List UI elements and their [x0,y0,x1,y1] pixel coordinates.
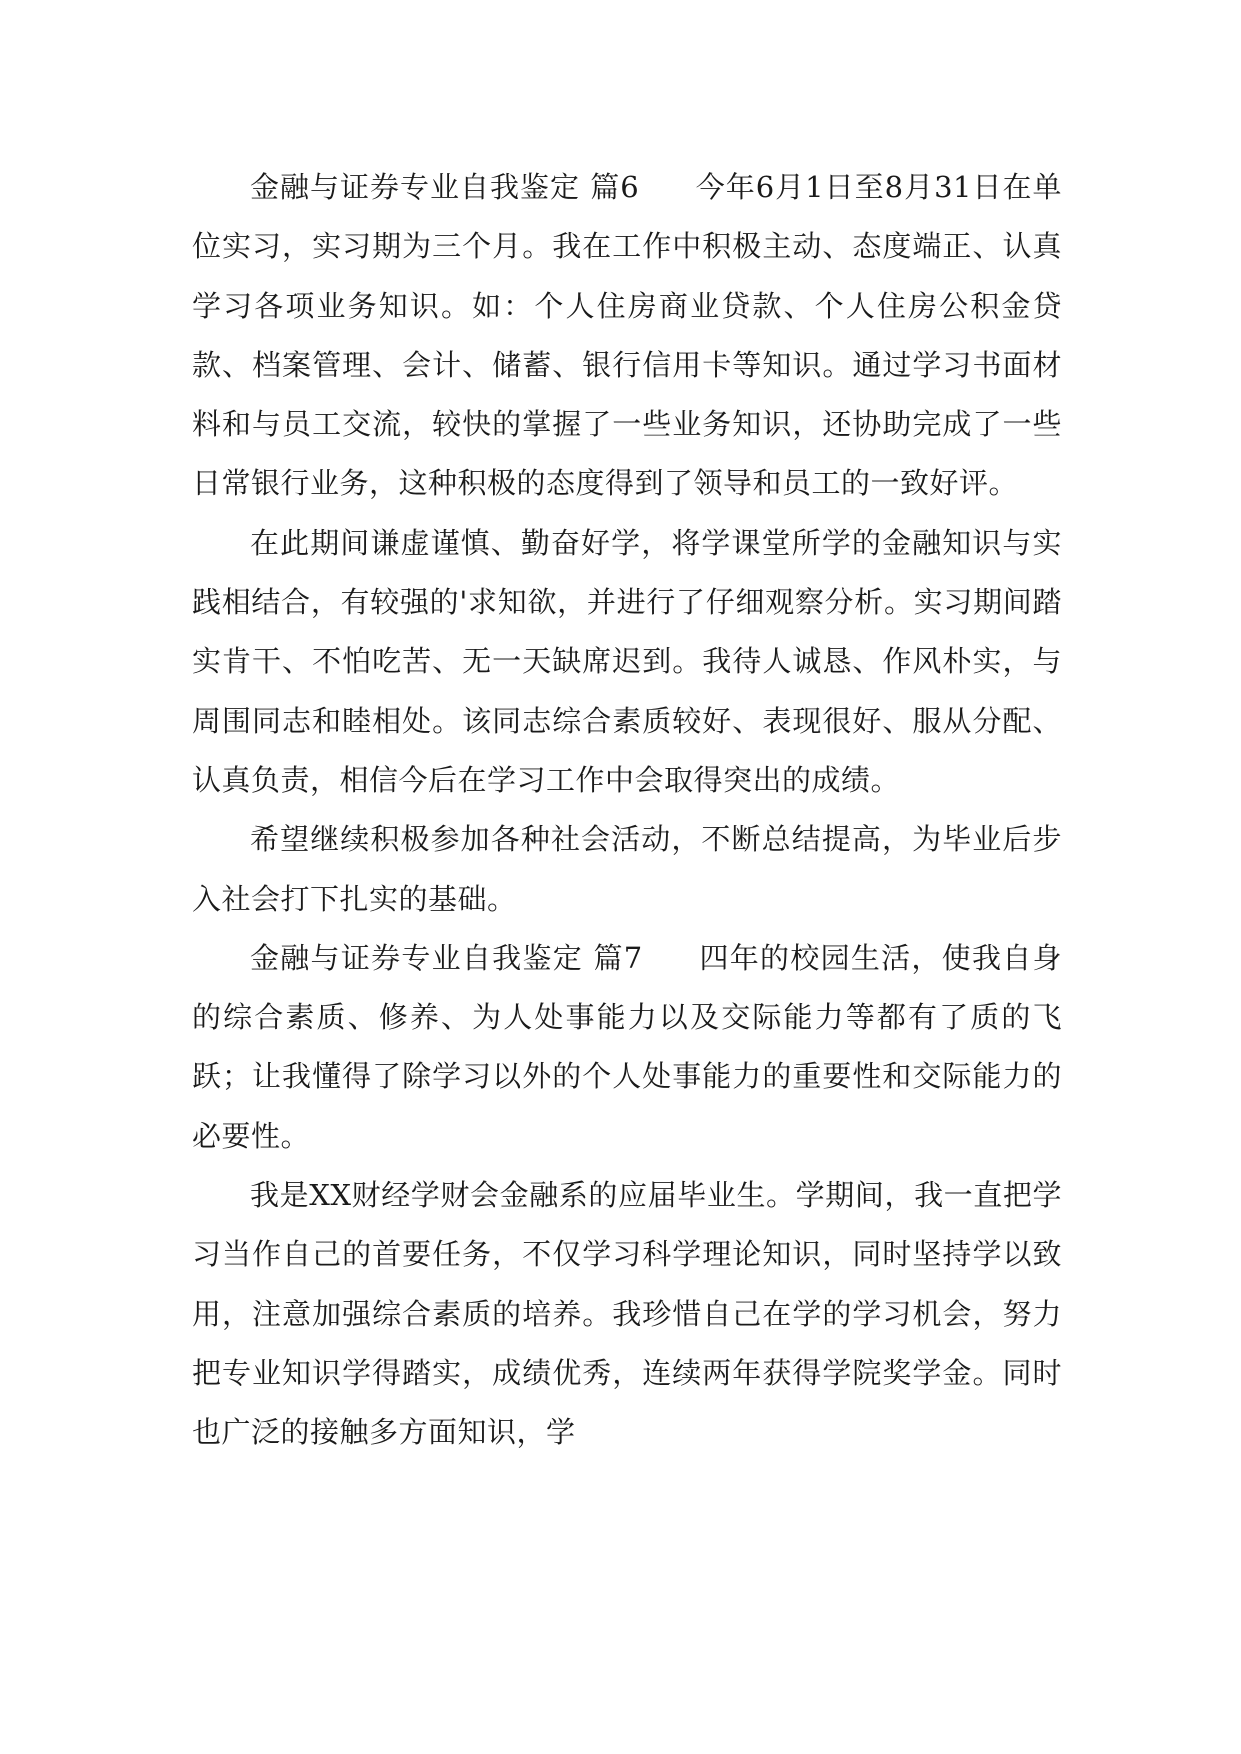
paragraph-5 [192,1166,1062,1462]
paragraph-1-text: 今年6月1日至8月31日在单位实习，实习期为三个月。我在工作中积极主动、态度端正、认真学习各项业务知识。如：个人住房商业贷款、个人住房公积金贷款、档案管理、会计、储蓄、银行信用卡等知识。通过学习书面材料和与员工交流，较快的掌握了一些业务知识，还协助完成了一些日常银行业务，这种积极的态度得到了领导和员工的一致好评。 [192,170,1062,501]
section-heading-7: 金融与证券专业自我鉴定 篇7 [250,940,643,975]
paragraph-3-text: 希望继续积极参加各种社会活动，不断总结提高，为毕业后步入社会打下扎实的基础。 [192,822,1062,916]
paragraph-2 [192,514,1062,810]
paragraph-3 [192,810,1062,929]
paragraph-4-text: 四年的校园生活，使我自身的综合素质、修养、为人处事能力以及交际能力等都有了质的飞跃；让我懂得了除学习以外的个人处事能力的重要性和交际能力的必要性。 [192,940,1062,1153]
paragraph-4 [192,929,1062,1166]
paragraph-5-text: 我是XX财经学财会金融系的应届毕业生。学期间，我一直把学习当作自己的首要任务，不仅学习科学理论知识，同时坚持学以致用，注意加强综合素质的培养。我珍惜自己在学的学习机会，努力把专业知识学得踏实，成绩优秀，连续两年获得学院奖学金。同时也广泛的接触多方面知识，学 [192,1178,1062,1450]
paragraph-2-text: 在此期间谦虚谨慎、勤奋好学，将学课堂所学的金融知识与实践相结合，有较强的'求知欲，并进行了仔细观察分析。实习期间踏实肯干、不怕吃苦、无一天缺席迟到。我待人诚恳、作风朴实，与周围同志和睦相处。该同志综合素质较好、表现很好、服从分配、认真负责，相信今后在学习工作中会取得突出的成绩。 [192,525,1062,797]
section-heading-6: 金融与证券专业自我鉴定 篇6 [250,170,640,204]
document-body [192,158,1062,1463]
paragraph-1 [192,158,1062,514]
